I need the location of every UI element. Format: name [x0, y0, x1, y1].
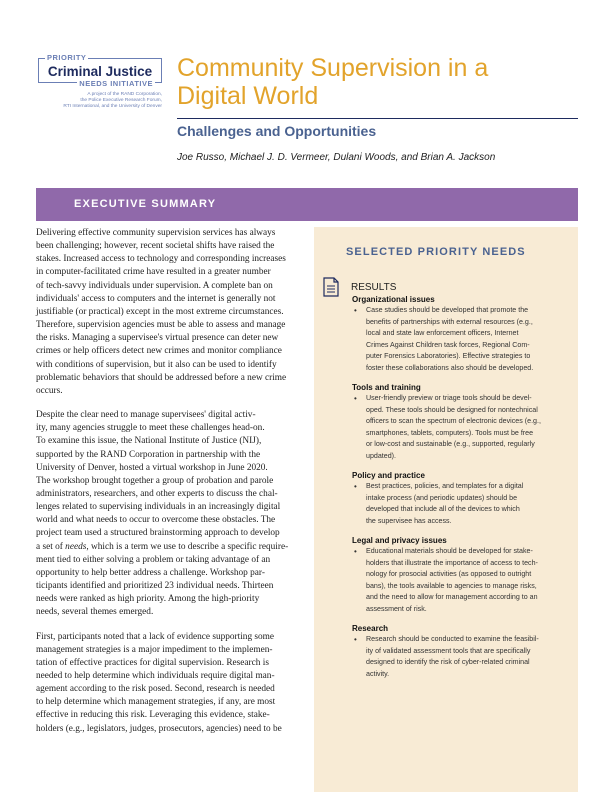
summary-line: project team used a structured brainstorming approach to develop — [36, 528, 280, 539]
priority-bullet — [352, 546, 572, 615]
priority-bullet-line: the supervisee has access. — [366, 516, 452, 525]
summary-line: needed to help determine which individuals require digital man- — [36, 671, 275, 681]
summary-line: Delivering effective community supervision services has always — [36, 228, 276, 238]
summary-line: Therefore, supervision agencies must be able to assess and manage — [36, 320, 286, 331]
summary-line: of tech-savvy individuals under supervision. A complete ban on — [36, 280, 273, 291]
summary-line: with conditions of supervision, but it also can be used to identify — [36, 359, 277, 370]
summary-line: effective in reducing this risk. Leveraging this evidence, stake- — [36, 710, 270, 721]
summary-line: First, participants noted that a lack of evidence supporting some — [36, 631, 275, 642]
summary-line: University of Denver, hosted a virtual workshop in June 2020. — [36, 462, 268, 473]
executive-summary-heading: EXECUTIVE SUMMARY — [74, 198, 217, 210]
summary-line: administrators, researchers, and other experts to discuss the chal- — [36, 488, 278, 499]
priority-bullet-line: officers to scan the spectrum of electronic devices (e.g., — [366, 417, 541, 425]
summary-line: opportunity to help better address a challenge. Workshop par- — [36, 567, 265, 578]
summary-line: To examine this issue, the National Institute of Justice (NIJ), — [36, 436, 262, 447]
priority-bullet-line: Best practices, policies, and templates for a digital — [366, 482, 524, 490]
priority-bullet-line: developed that include all of the devices to which — [366, 505, 520, 513]
priority-bullet-line: Crimes Against Children task forces, Regional Com- — [366, 340, 530, 349]
summary-line: problematic behaviors that should be addressed before a new crime — [36, 372, 287, 383]
priority-bullet-line: updated). — [366, 451, 396, 460]
page-title — [177, 54, 488, 110]
summary-line: The workshop brought together a group of probation and parole — [36, 475, 274, 486]
logo-priority: PRIORITY — [47, 53, 87, 62]
pcjni-logo — [38, 53, 162, 110]
priority-section-heading: Policy and practice — [352, 471, 425, 480]
summary-paragraph — [36, 631, 299, 736]
priority-needs-panel — [314, 227, 578, 792]
summary-line: Despite the clear need to manage supervisees' digital activ- — [36, 410, 256, 421]
executive-summary-body — [36, 227, 299, 747]
priority-bullet-line: nology for prosocial activities (as opposed to outright — [366, 570, 532, 578]
priority-bullet — [352, 393, 572, 462]
summary-line: been challenging; however, recent societal shifts have raised the — [36, 241, 275, 252]
summary-line: the risks. Managing a supervisee's virtual presence can deter new — [36, 333, 279, 344]
priority-bullet-line: smartphones, tablets, computers). Tools must be free — [366, 428, 534, 437]
summary-line: stakes. Increased access to technology and corresponding increases — [36, 254, 286, 265]
priority-bullet-line: local and state law enforcement officers, Internet — [366, 329, 519, 337]
logo-frame — [38, 53, 162, 88]
priority-section-heading: Legal and privacy issues — [352, 536, 447, 545]
summary-line: management strategies is a major impediment to the implemen- — [36, 644, 273, 655]
priority-bullet-line: designed to identify the risk of cyber-related criminal — [366, 658, 530, 666]
summary-line: lenges related to supervising individuals in an increasingly digital — [36, 502, 281, 513]
priority-bullet-line: Research should be conducted to examine the feasibil- — [366, 635, 539, 643]
logo-partners — [38, 92, 162, 110]
priority-section — [352, 536, 572, 615]
priority-section — [352, 471, 572, 527]
priority-bullet-line: assessment of risk. — [366, 604, 427, 613]
title-line: Digital World — [177, 82, 319, 110]
summary-line: ticipants identified and prioritized 23 individual needs. Thirteen — [36, 581, 274, 592]
logo-criminal-justice: Criminal Justice — [47, 64, 153, 79]
priority-bullet-line: activity. — [366, 669, 390, 678]
priority-section-heading: Research — [352, 624, 389, 633]
priority-bullet-line: intake process (and periodic updates) should be — [366, 493, 518, 502]
priority-bullet-line: oped. These tools should be designed for nontechnical — [366, 405, 538, 414]
summary-line: ment tied to either solving a problem or taking advantage of an — [36, 554, 271, 565]
summary-line: justifiable (or practical) except in the most extreme circumstances. — [36, 306, 284, 317]
summary-line: agement according to the risk posed. Second, research is needed — [36, 684, 275, 695]
page-subtitle: Challenges and Opportunities — [177, 123, 377, 139]
title-divider — [177, 118, 578, 119]
summary-line: tation of effective practices for digital supervision. Research is — [36, 657, 269, 668]
logo-partners-line: RTI International, and the University of Denver — [63, 104, 162, 109]
priority-bullet-line: ity of validated assessment tools that are specifically — [366, 646, 531, 655]
logo-partners-line: the Police Executive Research Forum, — [80, 98, 162, 103]
priority-bullet-line: bans), the tools available to agencies to manage risks, — [366, 581, 537, 590]
executive-summary-banner — [36, 188, 578, 221]
summary-paragraph — [36, 409, 299, 620]
logo-partners-line: A project of the RAND Corporation, — [87, 92, 162, 97]
logo-needs-initiative: NEEDS INITIATIVE — [79, 79, 153, 88]
summary-line: needs, several themes emerged. — [36, 607, 154, 618]
priority-bullet-line: Educational materials should be developed for stake- — [366, 547, 533, 555]
priority-bullet-line: puter Forensics Laboratories). Effective strategies to — [366, 352, 531, 360]
priority-bullet-line: Case studies should be developed that promote the — [366, 306, 529, 314]
summary-line: needs were ranked as high priority. Among the high-priority — [36, 594, 260, 605]
priority-bullet-line: foster these collaborations also should be developed. — [366, 363, 534, 372]
summary-line: a set of needs, which is a term we use to describe a specific require- — [36, 541, 289, 552]
summary-line: ity, many agencies struggle to meet these challenges head-on. — [36, 423, 265, 434]
summary-line: supported by the RAND Corporation in partnership with the — [36, 449, 261, 460]
results-label: RESULTS — [351, 282, 397, 293]
priority-bullet-line: and the need to allow for management according to an — [366, 593, 538, 601]
priority-bullet-line: benefits of partnerships with external resources (e.g., — [366, 317, 533, 326]
summary-line: occurs. — [36, 385, 63, 396]
priority-bullet-line: or low-cost and sustainable (e.g., supported, regularly — [366, 440, 535, 448]
summary-line: holders (e.g., legislators, judges, prosecutors, agencies) need to be — [36, 723, 282, 734]
priority-bullet-line: User-friendly preview or triage tools should be devel- — [366, 394, 532, 402]
authors: Joe Russo, Michael J. D. Vermeer, Dulani Woods, and Brian A. Jackson — [177, 152, 496, 163]
priority-section — [352, 383, 572, 462]
summary-paragraph — [36, 227, 299, 398]
priority-bullet-line: holders that illustrate the importance of access to tech- — [366, 558, 538, 567]
priority-section-heading: Tools and training — [352, 383, 421, 392]
summary-line: individuals' access to computers and the internet is generally not — [36, 293, 276, 304]
priority-section — [352, 624, 572, 680]
priority-section — [352, 295, 572, 374]
title-line: Community Supervision in a — [177, 54, 489, 82]
priority-section-heading: Organizational issues — [352, 295, 435, 304]
summary-line: world and what needs to occur to overcome these obstacles. The — [36, 515, 276, 526]
document-list-icon — [323, 277, 339, 297]
summary-line: crimes or help officers detect new crimes and monitor compliance — [36, 346, 282, 357]
priority-bullet — [352, 634, 572, 680]
summary-line: in computer-facilitated crime have resulted in a greater number — [36, 267, 271, 278]
priority-bullet — [352, 305, 572, 374]
summary-line: to help determine which management strategies, if any, are most — [36, 697, 276, 708]
priority-needs-list — [352, 295, 572, 689]
priority-needs-heading: SELECTED PRIORITY NEEDS — [346, 246, 526, 258]
priority-bullet — [352, 481, 572, 527]
